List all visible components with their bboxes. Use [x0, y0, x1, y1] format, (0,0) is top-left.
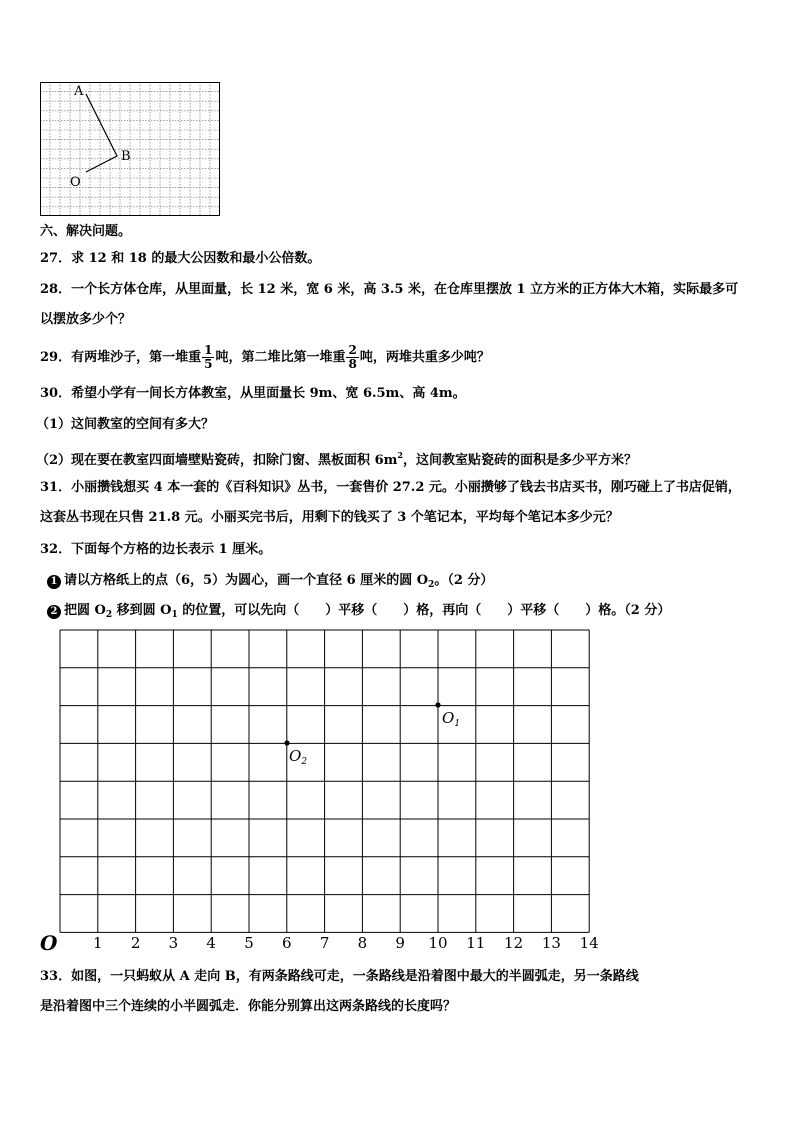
- q32-item2-sub1: 2: [105, 610, 113, 620]
- frac1-numerator: 1: [204, 343, 213, 357]
- q32-item1-sub: 2: [428, 580, 435, 590]
- q32-item2-b: 移到圆 O: [112, 603, 172, 618]
- question-32-item2: [47, 603, 670, 623]
- question-30: 30．希望小学有一间长方体教室，从里面量长 9m、宽 6.5m、高 4m。: [40, 386, 466, 401]
- question-30-sub2: [36, 447, 637, 469]
- x-tick-label: 9: [395, 934, 405, 952]
- origin-label: O: [40, 931, 58, 955]
- q32-item2-a: 把圆 O: [64, 603, 106, 618]
- label-a: A: [74, 84, 84, 99]
- x-tick-label: 3: [168, 934, 179, 952]
- frac2-denominator: 8: [348, 357, 357, 371]
- x-axis-labels: [93, 934, 599, 952]
- x-tick-label: 6: [282, 934, 292, 952]
- label-b: B: [121, 149, 131, 164]
- frac2-numerator: 2: [348, 343, 357, 357]
- q30-sub2-a: （2）现在要在教室四面墙壁贴瓷砖，扣除门窗、黑板面积 6m: [36, 453, 398, 468]
- small-grid-figure: [40, 82, 220, 216]
- x-tick-label: 13: [541, 934, 561, 952]
- section-title: 六、解决问题。: [40, 224, 132, 239]
- label-o1: [442, 709, 460, 729]
- q29-part3: 吨，两堆共重多少吨？: [359, 350, 490, 365]
- fraction-one-fifth: [202, 344, 214, 371]
- x-tick-label: 11: [466, 934, 486, 952]
- question-30-sub1: （1）这间教室的空间有多大？: [36, 417, 215, 432]
- o2-subscript: 2: [301, 757, 308, 767]
- circled-number-2: 2: [47, 605, 61, 619]
- x-tick-label: 1: [93, 934, 103, 952]
- x-tick-label: 5: [244, 934, 254, 952]
- q32-item2-c: 的位置，可以先向（ ）平移（ ）格，再向（ ）平移（ ）格。（2 分）: [177, 603, 671, 618]
- x-tick-label: 4: [206, 934, 216, 952]
- x-tick-label: 10: [428, 934, 448, 952]
- question-29: [40, 343, 490, 373]
- label-o: O: [70, 175, 81, 190]
- coordinate-grid: [40, 628, 600, 958]
- question-33-line2: 是沿着图中三个连续的小半圆弧走．你能分别算出这两条路线的长度吗？: [40, 999, 457, 1014]
- o1-letter: O: [442, 709, 455, 727]
- q29-part2: 吨，第二堆比第一堆重: [215, 350, 346, 365]
- x-tick-label: 8: [357, 934, 368, 952]
- x-tick-label: 2: [130, 934, 141, 952]
- frac1-denominator: 5: [204, 357, 213, 371]
- label-o2: [289, 747, 307, 767]
- question-31-line2: 这套丛书现在只售 21.8 元。小丽买完书后，用剩下的钱买了 3 个笔记本，平均每个笔记本多少元？: [40, 510, 619, 525]
- q30-sub2-sup: 2: [397, 450, 403, 460]
- question-27: 27．求 12 和 18 的最大公因数和最小公倍数。: [40, 251, 321, 266]
- question-28-line1: 28．一个长方体仓库，从里面量，长 12 米，宽 6 米，高 3.5 米，在仓库里摆放 1 立方米的正方体大木箱，实际最多可: [40, 282, 739, 297]
- question-28-line2: 以摆放多少个？: [40, 312, 132, 327]
- q30-sub2-b: ，这间教室贴瓷砖的面积是多少平方米？: [402, 453, 637, 468]
- triangle-aob: [86, 94, 117, 172]
- question-32: 32．下面每个方格的边长表示 1 厘米。: [40, 542, 272, 557]
- x-tick-label: 14: [579, 934, 599, 952]
- point-o1: [435, 702, 440, 707]
- q32-item1-a: 请以方格纸上的点（6，5）为圆心，画一个直径 6 厘米的圆 O: [64, 573, 429, 588]
- o2-letter: O: [289, 747, 302, 765]
- point-o2: [284, 740, 289, 745]
- question-32-item1: [47, 573, 493, 593]
- grid-lines: [60, 630, 589, 932]
- o1-subscript: 1: [454, 719, 461, 729]
- q32-item1-b: 。（2 分）: [434, 573, 494, 588]
- question-31-line1: 31．小丽攒钱想买 4 本一套的《百科知识》丛书，一套售价 27.2 元。小丽攒够了钱去书店买书，刚巧碰上了书店促销，: [40, 480, 741, 495]
- question-33-line1: 33．如图，一只蚂蚁从 A 走向 B，有两条路线可走，一条路线是沿着图中最大的半圆弧走，另一条路线: [40, 969, 639, 984]
- q29-part1: 29．有两堆沙子，第一堆重: [40, 350, 202, 365]
- x-tick-label: 7: [319, 934, 330, 952]
- q32-item2-sub2: 1: [171, 610, 178, 620]
- x-tick-label: 12: [504, 934, 524, 952]
- fraction-two-eighths: [346, 344, 358, 371]
- circled-number-1: 1: [47, 575, 61, 589]
